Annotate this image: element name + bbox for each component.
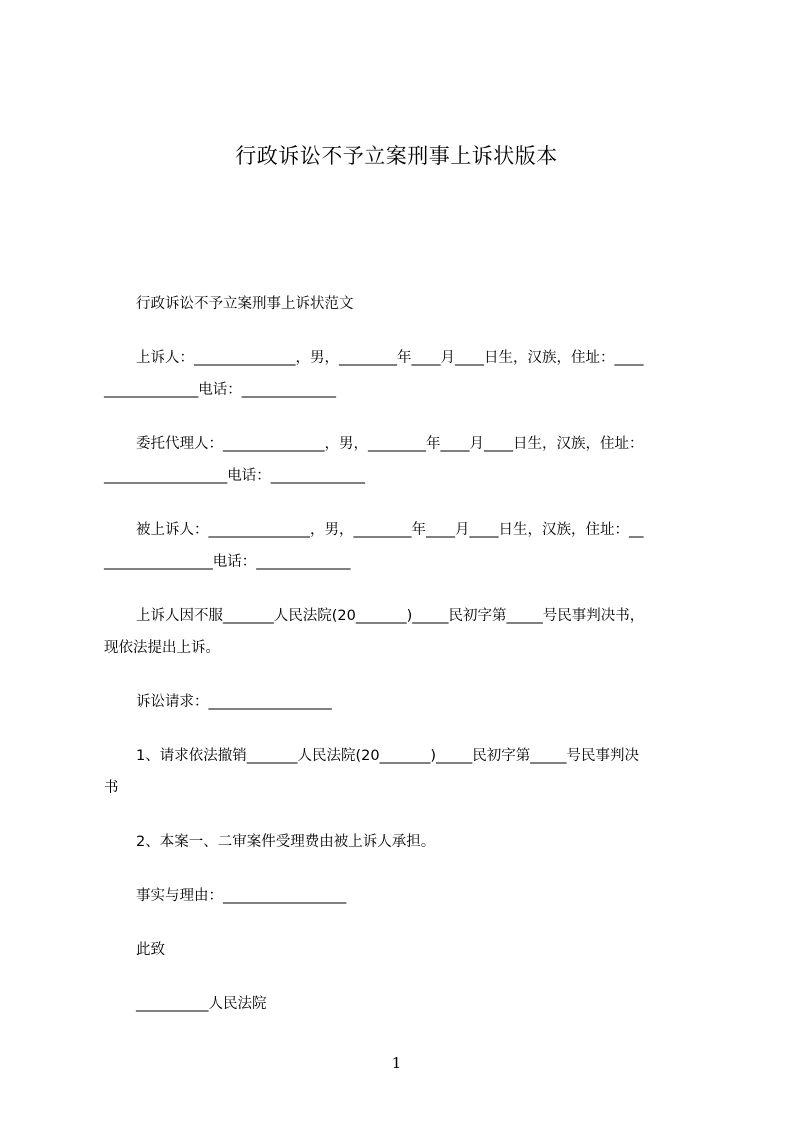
appellant-line-1: 上诉人：______________，男，________年____月____日生，汉族，住址：____ [136, 350, 644, 366]
court-name: __________人民法院 [136, 996, 267, 1012]
respondent-line-2: _______________电话：_____________ [104, 554, 351, 570]
request-1-line-1: 1、请求依法撤销_______人民法院(20_______)_____民初字第_____号民事判决 [136, 748, 639, 764]
appeal-reason-block [104, 600, 702, 664]
request-1-block [104, 740, 702, 804]
appellant-line-2: _____________电话：_____________ [104, 382, 336, 398]
page-number: 1 [391, 1054, 402, 1072]
document-subtitle: 行政诉讼不予立案刑事上诉状范文 [136, 296, 354, 312]
agent-line-2: _________________电话：_____________ [104, 468, 365, 484]
request-label: 诉讼请求：_________________ [136, 694, 332, 710]
request-1-line-2: 书 [104, 780, 119, 796]
appeal-reason-line-1: 上诉人因不服_______人民法院(20_______)_____民初字第_____号民事判决书， [136, 608, 645, 624]
document-title: 行政诉讼不予立案刑事上诉状版本 [235, 144, 558, 168]
respondent-block [104, 514, 702, 578]
appeal-reason-line-2: 现依法提出上诉。 [104, 640, 220, 656]
document-body [104, 288, 702, 1020]
respondent-line-1: 被上诉人：______________，男，________年____月____日生，汉族，住址：__ [136, 522, 644, 538]
salutation: 此致 [136, 942, 165, 958]
agent-line-1: 委托代理人：______________，男，________年____月____日生，汉族，住址： [136, 436, 644, 452]
appellant-block [104, 342, 702, 406]
agent-block [104, 428, 702, 492]
facts-label: 事实与理由：_________________ [136, 888, 347, 904]
request-2: 2、本案一、二审案件受理费由被上诉人承担。 [136, 834, 436, 850]
